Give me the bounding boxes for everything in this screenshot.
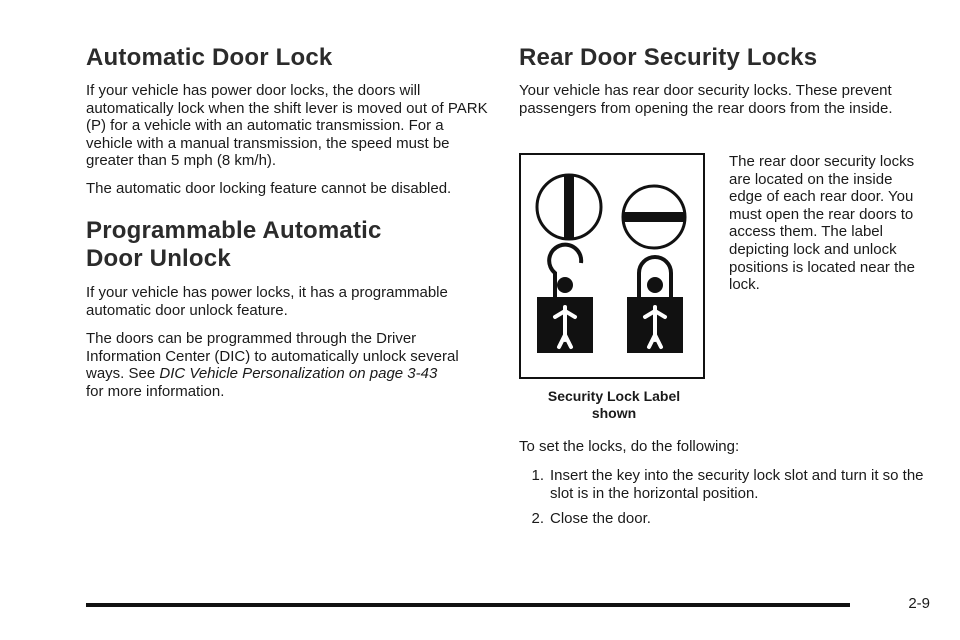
child-lock-open-icon [537, 245, 593, 353]
paragraph-programmable-feature: If your vehicle has power locks, it has a programmable automatic door unlock feature. [86, 284, 448, 319]
list-item [519, 510, 927, 528]
link-dic-vehicle-personalization[interactable]: DIC Vehicle Personalization on page 3-43 [159, 365, 438, 383]
step-text: Insert the key into the security lock slot and turn it so the slot is in the horizontal position. [550, 467, 924, 502]
paragraph-set-locks-intro: To set the locks, do the following: [519, 438, 740, 455]
paragraph-auto-lock-description: If your vehicle has power door locks, the doors will automatically lock when the shift lever is moved out of PARK (P) for a vehicle with an automatic transmission. For a vehicle with a manual transmission, the speed must be greater than 5 mph (8 km/h). [86, 82, 488, 170]
step-number: 2. [531, 510, 544, 528]
unlocked-slot-icon [537, 175, 601, 239]
security-lock-label-illustration [521, 155, 703, 377]
footer-rule [86, 603, 850, 607]
child-lock-closed-icon [627, 257, 683, 353]
heading-rear-door-security-locks: Rear Door Security Locks [519, 44, 818, 71]
paragraph-dic-post: for more information. [86, 382, 225, 400]
security-lock-label-figure [519, 153, 705, 379]
heading-programmable-line2: Door Unlock [86, 245, 231, 272]
paragraph-auto-lock-disabled: The automatic door locking feature cannot be disabled. [86, 180, 452, 197]
heading-automatic-door-lock: Automatic Door Lock [86, 44, 333, 71]
paragraph-dic-pre: The doors can be programmed through the Driver Information Center (DIC) to automatically unlock several ways. See [86, 330, 459, 383]
set-locks-steps [519, 467, 927, 536]
paragraph-lock-location: The rear door security locks are located on the inside edge of each rear door. You must open the rear doors to access them. The label depicting lock and unlock positions is located near the lock. [729, 153, 915, 294]
step-number: 1. [531, 467, 544, 484]
caption-line2: shown [591, 405, 637, 421]
step-text: Close the door. [550, 510, 651, 528]
locked-slot-icon [623, 186, 685, 248]
list-item [519, 467, 927, 502]
paragraph-dic-programming [86, 330, 494, 400]
heading-programmable-line1: Programmable Automatic [86, 217, 382, 244]
figure-caption [519, 388, 709, 422]
heading-programmable-unlock [86, 217, 494, 273]
caption-line1: Security Lock Label [547, 388, 681, 404]
page-number: 2-9 [908, 595, 930, 612]
paragraph-rear-locks-intro: Your vehicle has rear door security locks. These prevent passengers from opening the rear doors from the inside. [519, 82, 893, 117]
